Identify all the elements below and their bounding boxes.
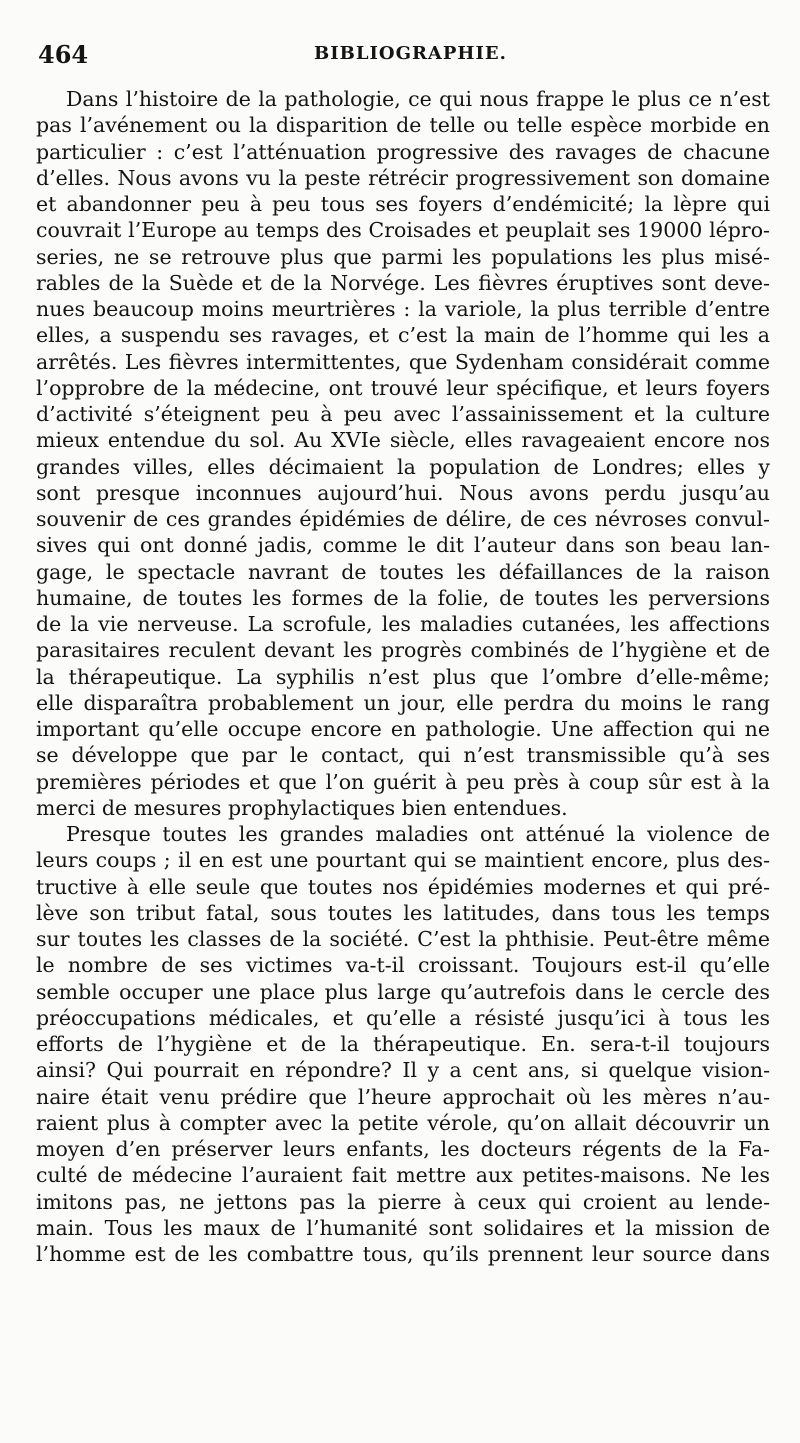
text-line: l’opprobre de la médecine, ont trouvé leur spécifique, et leurs foyers (36, 375, 770, 400)
page-header (38, 40, 778, 74)
text-line: Presque toutes les grandes maladies ont atténué la violence de (66, 822, 770, 846)
text-line: important qu’elle occupe encore en pathologie. Une affection qui ne (36, 717, 770, 741)
text-line: le nombre de ses victimes va-t-il croissant. Toujours est-il qu’elle (36, 953, 770, 978)
text-line: culté de médecine l’auraient fait mettre aux petites-maisons. Ne les (36, 1163, 770, 1188)
text-line: sont presque inconnues aujourd’hui. Nous avons perdu jusqu’au (36, 480, 770, 505)
text-line: rables de la Suède et de la Norvége. Les fièvres éruptives sont deve- (36, 270, 770, 295)
text-line: préoccupations médicales, et qu’elle a résisté jusqu’ici à tous les (36, 1005, 770, 1030)
text-line: la thérapeutique. La syphilis n’est plus que l’ombre d’elle-même; (36, 664, 770, 689)
text-line: d’elles. Nous avons vu la peste rétrécir progressivement son domaine (36, 165, 770, 190)
text-line: couvrait l’Europe au temps des Croisades et peuplait ses 19000 lépro- (36, 218, 770, 243)
text-line: leurs coups ; il en est une pourtant qui se maintient encore, plus des- (36, 848, 770, 873)
text-line: naire était venu prédire que l’heure approchait où les mères n’au- (36, 1084, 770, 1109)
text-line: elle disparaîtra probablement un jour, elle perdra du moins le rang (36, 690, 770, 715)
text-line: pas l’avénement ou la disparition de telle ou telle espèce morbide en (36, 113, 770, 138)
text-line: premières périodes et que l’on guérit à peu près à coup sûr est à la (36, 769, 770, 794)
text-line: grandes villes, elles décimaient la population de Londres; elles y (36, 454, 770, 479)
text-line: elles, a suspendu ses ravages, et c’est la main de l’homme qui les a (36, 323, 770, 348)
text-line: sives qui ont donné jadis, comme le dit l’auteur dans son beau lan- (36, 533, 770, 558)
text-line: nues beaucoup moins meurtrières : la variole, la plus terrible d’entre (36, 297, 770, 321)
text-line: ainsi? Qui pourrait en répondre? Il y a cent ans, si quelque vision- (36, 1058, 770, 1083)
text-line: mieux entendue du sol. Au XVIe siècle, elles ravageaient encore nos (36, 428, 770, 453)
text-line: d’activité s’éteignent peu à peu avec l’assainissement et la culture (36, 402, 770, 426)
text-line: se développe que par le contact, qui n’est transmissible qu’à ses (36, 743, 770, 768)
text-line: lève son tribut fatal, sous toutes les latitudes, dans tous les temps (36, 900, 770, 925)
text-line: et abandonner peu à peu tous ses foyers d’endémicité; la lèpre qui (36, 192, 770, 216)
page-number: 464 (38, 40, 89, 69)
text-line: merci de mesures prophylactiques bien entendues. (36, 795, 568, 820)
text-line: efforts de l’hygiène et de la thérapeutique. En. sera-t-il toujours (36, 1032, 770, 1056)
text-line: Dans l’histoire de la pathologie, ce qui nous frappe le plus ce n’est (66, 87, 770, 111)
body-text (36, 86, 770, 1267)
text-line: tructive à elle seule que toutes nos épidémies modernes et qui pré- (36, 874, 770, 899)
text-line: imitons pas, ne jettons pas la pierre à ceux qui croient au lende- (36, 1189, 770, 1214)
text-line: main. Tous les maux de l’humanité sont solidaires et la mission de (36, 1215, 770, 1240)
text-line: de la vie nerveuse. La scrofule, les maladies cutanées, les affections (36, 612, 770, 636)
text-line: l’homme est de les combattre tous, qu’ils prennent leur source dans (36, 1242, 770, 1266)
text-line: sur toutes les classes de la société. C’est la phthisie. Peut-être même (36, 927, 770, 951)
text-line: particulier : c’est l’atténuation progressive des ravages de chacune (36, 139, 770, 164)
text-line: gage, le spectacle navrant de toutes les défaillances de la raison (36, 559, 770, 584)
text-line: arrêtés. Les fièvres intermittentes, que Sydenham considérait comme (36, 349, 770, 374)
text-line: semble occuper une place plus large qu’autrefois dans le cercle des (36, 979, 770, 1004)
text-line: raient plus à compter avec la petite vérole, qu’on allait découvrir un (36, 1110, 770, 1135)
text-line: humaine, de toutes les formes de la folie, de toutes les perversions (36, 585, 770, 610)
running-head: BIBLIOGRAPHIE. (314, 43, 507, 64)
text-line: parasitaires reculent devant les progrès combinés de l’hygiène et de (36, 638, 770, 663)
text-line: souvenir de ces grandes épidémies de délire, de ces névroses convul- (36, 507, 770, 531)
text-line: moyen d’en préserver leurs enfants, les docteurs régents de la Fa- (36, 1137, 770, 1161)
text-line: series, ne se retrouve plus que parmi les populations les plus misé- (36, 244, 770, 269)
